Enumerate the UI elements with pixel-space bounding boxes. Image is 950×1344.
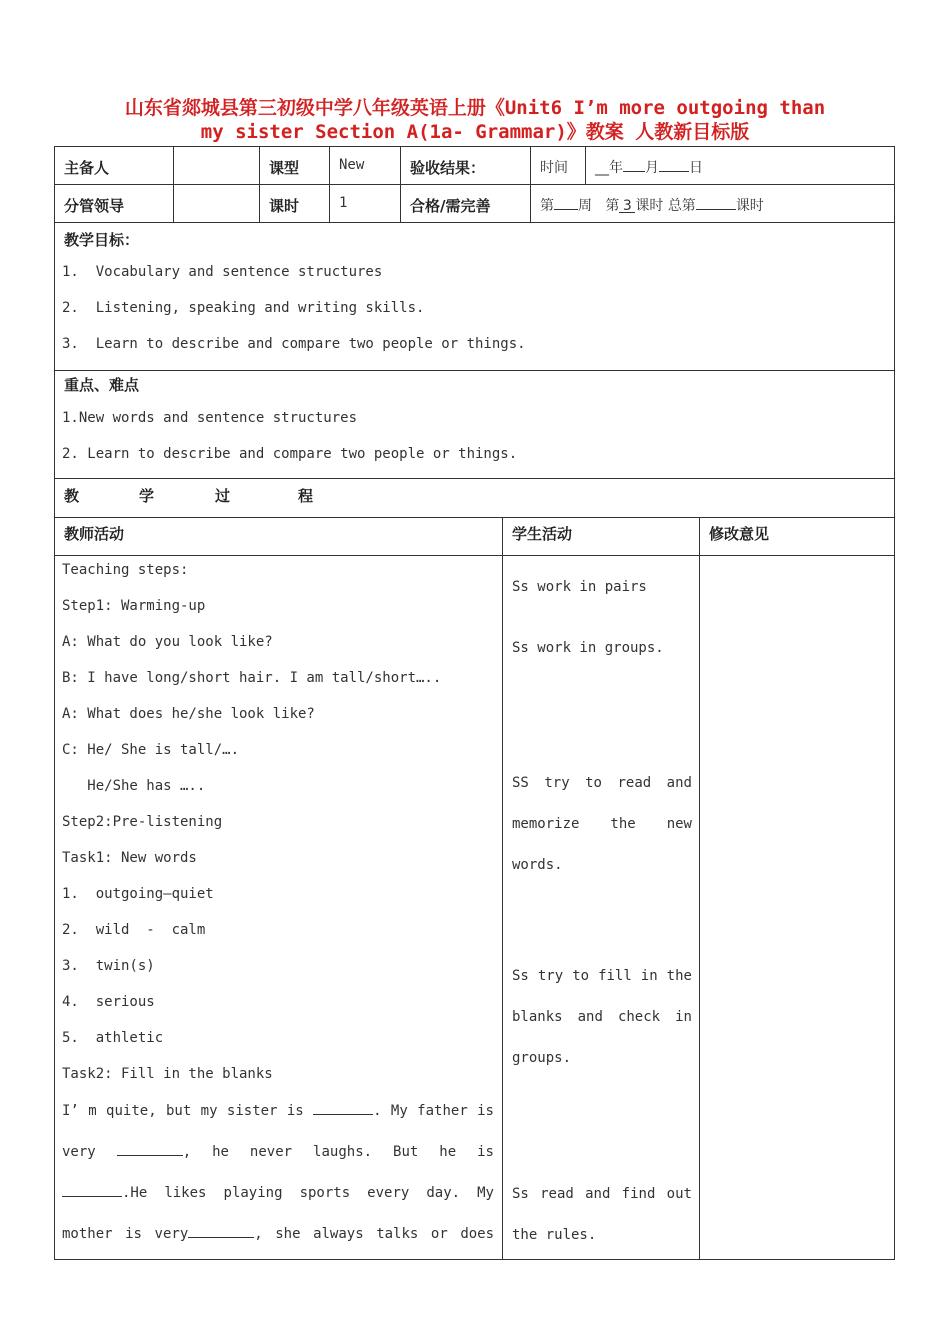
time-label: 时间 <box>540 160 568 176</box>
teacher-line: B: I have long/short hair. I am tall/short….. <box>62 670 442 686</box>
preparer-label: 主备人 <box>64 159 110 177</box>
leader-label: 分管领导 <box>64 197 125 215</box>
key-points-section <box>54 370 895 479</box>
key-point-item: 2. Learn to describe and compare two people or things. <box>62 446 518 462</box>
document-title <box>60 96 890 144</box>
student-line: memorize the new <box>512 816 692 832</box>
type-value-cell <box>329 146 401 185</box>
revision-column-header: 修改意见 <box>699 517 895 556</box>
student-line: Ss work in groups. <box>512 640 664 656</box>
pass-label: 合格/需完善 <box>410 197 491 215</box>
teacher-line: Task2: Fill in the blanks <box>62 1066 273 1082</box>
teacher-line: 2. wild - calm <box>62 922 206 938</box>
student-line: groups. <box>512 1050 572 1066</box>
student-line: the rules. <box>512 1227 597 1243</box>
objective-item: 2. Listening, speaking and writing skills. <box>62 300 425 316</box>
type-label-cell <box>259 146 330 185</box>
teacher-line: C: He/ She is tall/…. <box>62 742 240 758</box>
title-line-1: 山东省郯城县第三初级中学八年级英语上册《Unit6 I’m more outgoing than <box>124 97 826 119</box>
title-line-2: my sister Section A(1a- Grammar)》教案 人教新目标版 <box>200 121 750 143</box>
objective-item: 3. Learn to describe and compare two people or things. <box>62 336 526 352</box>
teacher-line: 3. twin(s) <box>62 958 155 974</box>
objectives-section <box>54 222 895 371</box>
type-value: New <box>339 157 365 173</box>
objective-item: 1. Vocabulary and sentence structures <box>62 264 383 280</box>
student-line: SS try to read and <box>512 775 692 791</box>
teacher-line: Step2:Pre-listening <box>62 814 223 830</box>
process-heading-char: 学 <box>139 487 155 505</box>
teacher-line: 4. serious <box>62 994 155 1010</box>
student-line: Ss work in pairs <box>512 579 647 595</box>
process-heading-char: 过 <box>215 487 231 505</box>
process-heading-char: 程 <box>298 487 314 505</box>
student-line: words. <box>512 857 563 873</box>
week-cell <box>530 184 895 223</box>
key-point-item: 1.New words and sentence structures <box>62 410 358 426</box>
objectives-heading: 教学目标： <box>64 231 140 249</box>
preparer-value-cell <box>173 146 260 185</box>
student-line: blanks and check in <box>512 1009 692 1025</box>
fill-blank-line: very , he never laughs. But he is <box>62 1141 494 1160</box>
teacher-line: He/She has ….. <box>62 778 206 794</box>
student-line: Ss read and find out <box>512 1186 692 1202</box>
time-month: 月 <box>645 160 659 176</box>
period-label-cell <box>259 184 330 223</box>
time-value <box>595 157 703 177</box>
teacher-line: Task1: New words <box>62 850 197 866</box>
key-points-heading: 重点、难点 <box>64 376 140 394</box>
fill-blank-line: .He likes playing sports every day. My <box>62 1182 494 1201</box>
teacher-line: Teaching steps: <box>62 562 189 578</box>
process-heading-char: 教 <box>64 487 80 505</box>
teacher-line: A: What do you look like? <box>62 634 273 650</box>
teacher-activities <box>54 555 503 1260</box>
teacher-line: 1. outgoing—quiet <box>62 886 214 902</box>
check-label-cell <box>400 146 531 185</box>
preparer-label-cell <box>54 146 174 185</box>
time-day: 日 <box>689 160 703 176</box>
teacher-line: 5. athletic <box>62 1030 164 1046</box>
time-value-cell <box>585 146 895 185</box>
type-label: 课型 <box>269 159 300 177</box>
period-value-cell <box>329 184 401 223</box>
period-value: 1 <box>339 195 348 211</box>
leader-value-cell <box>173 184 260 223</box>
teacher-line: Step1: Warming-up <box>62 598 206 614</box>
student-line: Ss try to fill in the <box>512 968 692 984</box>
revision-notes <box>699 555 895 1260</box>
student-column-header: 学生活动 <box>502 517 700 556</box>
time-year: __年 <box>595 160 623 176</box>
pass-label-cell <box>400 184 531 223</box>
fill-blank-line: I’ m quite, but my sister is . My father is <box>62 1100 494 1119</box>
week-value: 第 周 第 3 课时 总第 课时 <box>540 195 764 215</box>
leader-label-cell <box>54 184 174 223</box>
period-label: 课时 <box>269 197 300 215</box>
time-label-cell <box>530 146 586 185</box>
process-heading-row <box>54 478 895 518</box>
fill-blank-line: mother is very , she always talks or does <box>62 1223 494 1242</box>
student-activities <box>502 555 700 1260</box>
teacher-column-header: 教师活动 <box>54 517 503 556</box>
teacher-line: A: What does he/she look like? <box>62 706 315 722</box>
check-label: 验收结果： <box>410 159 486 177</box>
